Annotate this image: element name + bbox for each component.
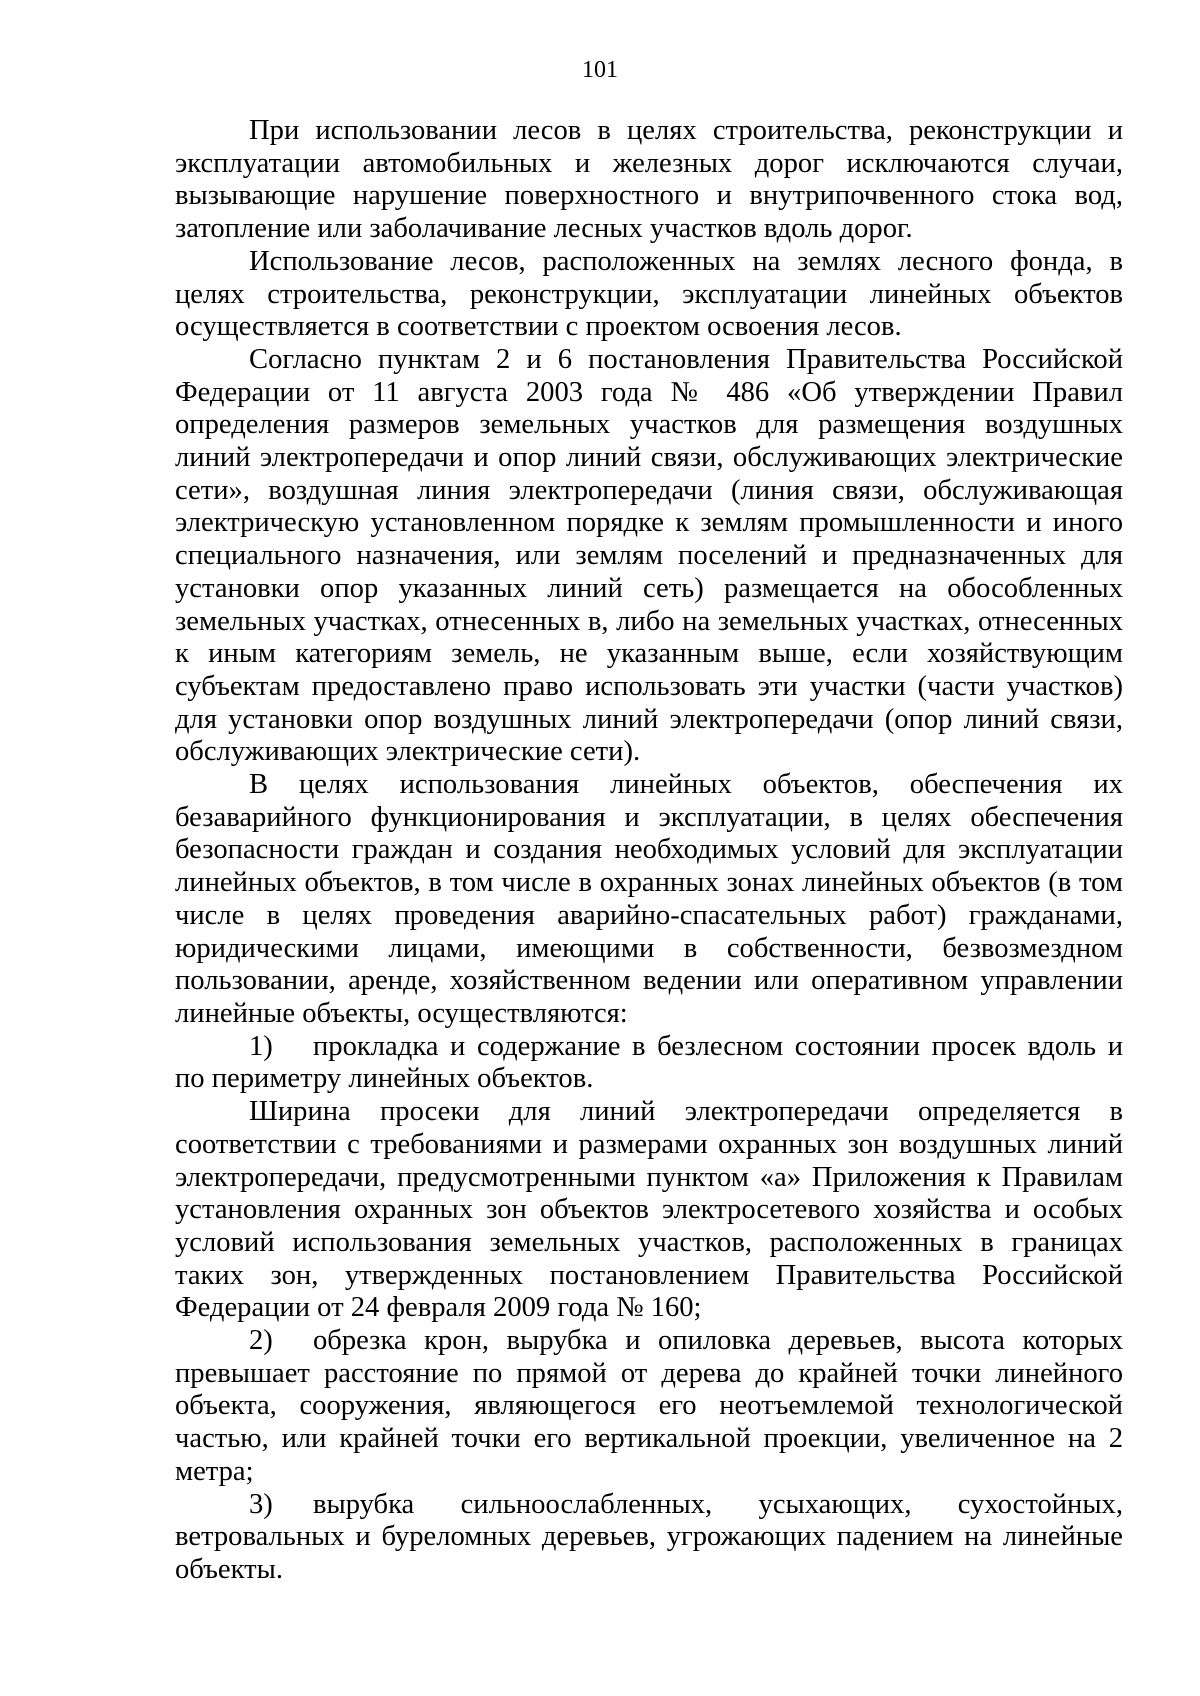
paragraph-government-resolution: Согласно пунктам 2 и 6 постановления Правительства Российской Федерации от 11 августа 2003 года № 486 «Об утверждении Правил определения размеров земельных участков для размещения воздушных линий электропередачи и опор линий связи, обслуживающих электрические сети», воздушная линия электропередачи (линия связи, обслуживающая электрическую установленном порядке к землям промышленности и иного специального назначения, или землям поселений и предназначенных для установки опор указанных линий сеть) размещается на обособленных земельных участках, отнесенных в, либо на земельных участках, отнесенных к иным категориям земель, не указанным выше, если хозяйствующим субъектам предоставлено право использовать эти участки (части участков) для установки опор воздушных линий электропередачи (опор линий связи, обслуживающих электрические сети).	[175, 343, 1123, 768]
list-item-3	[175, 1489, 1123, 1587]
paragraph-road-construction: При использовании лесов в целях строительства, реконструкции и эксплуатации автомобильных и железных дорог исключаются случаи, вызывающие нарушение поверхностного и внутрипочвенного стока вод, затопление или заболачивание лесных участков вдоль дорог.	[175, 115, 1123, 245]
list-item-text: вырубка сильноослабленных, усыхающих, сухостойных, ветровальных и буреломных деревьев, угрожающих падением на линейные объекты.	[175, 1488, 1123, 1585]
list-item-number: 3)	[249, 1488, 273, 1520]
list-item-number: 1)	[249, 1030, 273, 1062]
paragraph-clearing-width: Ширина просеки для линий электропередачи определяется в соответствии с требованиями и размерами охранных зон воздушных линий электропередачи, предусмотренными пунктом «а» Приложения к Правилам установления охранных зон объектов электросетевого хозяйства и особых условий использования земельных участков, расположенных в границах таких зон, утвержденных постановлением Правительства Российской Федерации от 24 февраля 2009 года № 160;	[175, 1096, 1123, 1324]
paragraph-linear-objects: В целях использования линейных объектов, обеспечения их безаварийного функционирования и эксплуатации, в целях обеспечения безопасности граждан и создания необходимых условий для эксплуатации линейных объектов, в том числе в охранных зонах линейных объектов (в том числе в целях проведения аварийно-спасательных работ) гражданами, юридическими лицами, имеющими в собственности, безвозмездном пользовании, аренде, хозяйственном ведении или оперативном управлении линейные объекты, осуществляются:	[175, 769, 1123, 1029]
list-item-1	[175, 1031, 1123, 1096]
list-item-text: обрезка крон, вырубка и опиловка деревьев, высота которых превышает расстояние по прямой от дерева до крайней точки линейного объекта, сооружения, являющегося его неотъемлемой технологической частью, или крайней точки его вертикальной проекции, увеличенное на 2 метра;	[175, 1325, 1123, 1487]
page-number: 101	[582, 57, 618, 83]
list-item-text: прокладка и содержание в безлесном состоянии просек вдоль и по периметру линейных объектов.	[175, 1030, 1123, 1095]
document-body	[175, 115, 1123, 1587]
paragraph-forest-land-use: Использование лесов, расположенных на землях лесного фонда, в целях строительства, реконструкции, эксплуатации линейных объектов осуществляется в соответствии с проектом освоения лесов.	[175, 245, 1123, 343]
list-item-number: 2)	[249, 1325, 273, 1357]
list-item-2	[175, 1325, 1123, 1489]
